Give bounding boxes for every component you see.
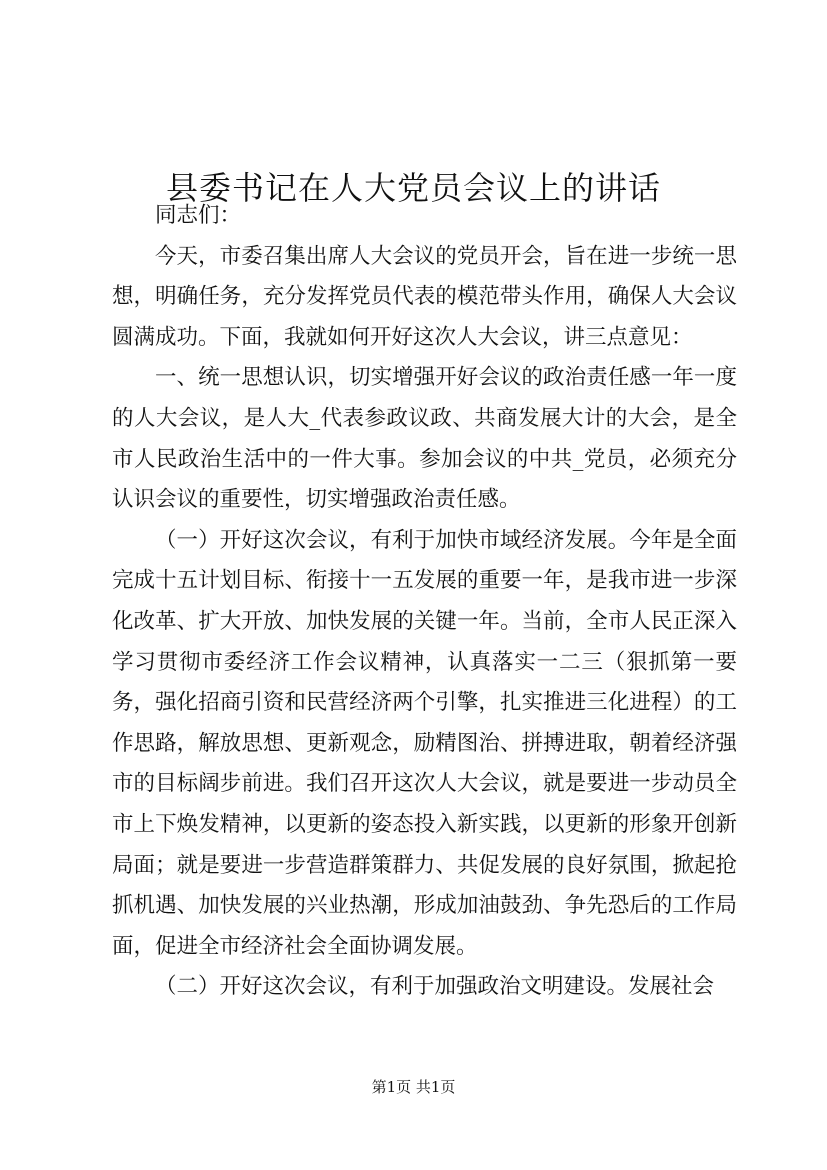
page-footer: 第1页 共1页 bbox=[371, 1078, 456, 1096]
paragraph-section-one: 一、统一思想认识，切实增强开好会议的政治责任感一年一度的人大会议，是人大_代表参政议政、共商发展大计的大会，是全市人民政治生活中的一件大事。参加会议的中共_党员，必须充分认识会议的重要性，切实增强政治责任感。 bbox=[112, 365, 737, 513]
paragraph-point-one: （一）开好这次会议，有利于加快市域经济发展。今年是全面完成十五计划目标、衔接十一五发展的重要一年，是我市进一步深化改革、扩大开放、加快发展的关键一年。当前，全市人民正深入学习贯彻市委经济工作会议精神，认真落实一二三（狠抓第一要务，强化招商引资和民营经济两个引擎，扎实推进三化进程）的工作思路，解放思想、更新观念，励精图治、拼搏进取，朝着经济强市的目标阔步前进。我们召开这次人大会议，就是要进一步动员全市上下焕发精神，以更新的姿态投入新实践，以更新的形象开创新局面；就是要进一步营造群策群力、共促发展的良好氛围，掀起抢抓机遇、加快发展的兴业热潮，形成加油鼓劲、争先恐后的工作局面，促进全市经济社会全面协调发展。 bbox=[112, 527, 737, 959]
paragraph-salutation: 同志们： bbox=[155, 203, 242, 228]
document-body bbox=[112, 196, 737, 1008]
paragraph-intro: 今天，市委召集出席人大会议的党员开会，旨在进一步统一思想，明确任务，充分发挥党员代表的模范带头作用，确保人大会议圆满成功。下面，我就如何开好这次人大会议，讲三点意见： bbox=[112, 243, 737, 350]
document-title: 县委书记在人大党员会议上的讲话 bbox=[165, 169, 661, 208]
paragraph-point-two: （二）开好这次会议，有利于加强政治文明建设。发展社会 bbox=[155, 974, 715, 1000]
